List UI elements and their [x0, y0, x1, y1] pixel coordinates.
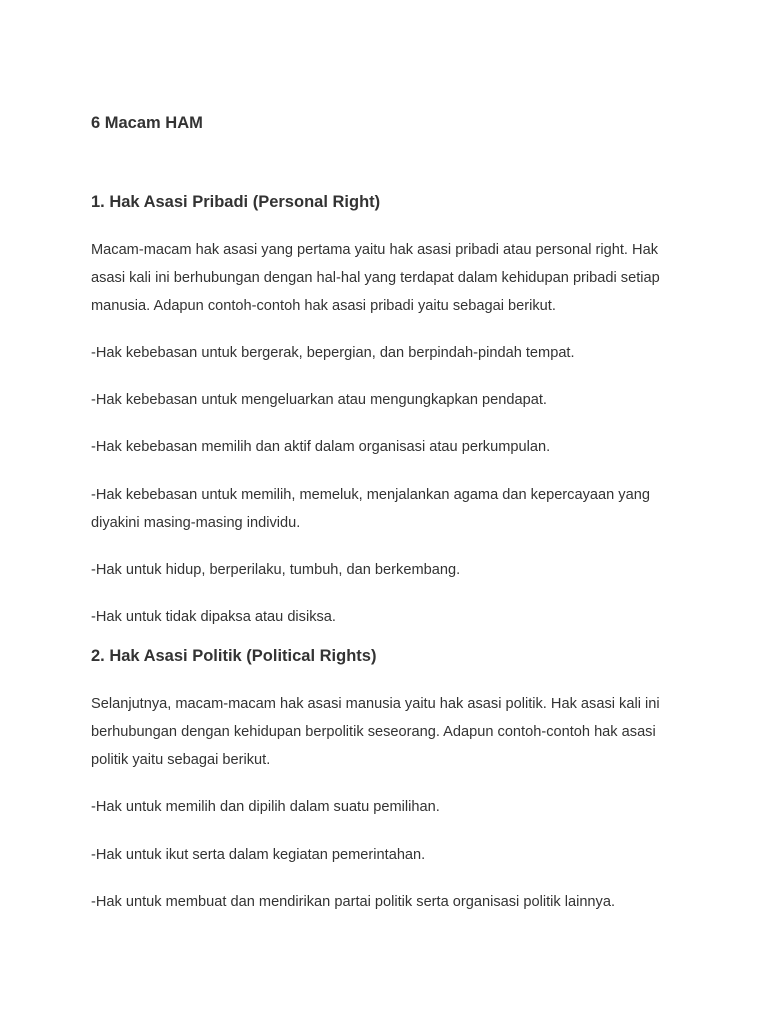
list-item: -Hak kebebasan untuk bergerak, bepergian, dan berpindah-pindah tempat. [91, 345, 575, 361]
list-item: -Hak kebebasan untuk memilih, memeluk, menjalankan agama dan kepercayaan yang diyakini masing-masing individu. [91, 487, 650, 531]
list-item: -Hak kebebasan untuk mengeluarkan atau mengungkapkan pendapat. [91, 392, 547, 408]
section-heading-political-rights: 2. Hak Asasi Politik (Political Rights) [91, 647, 377, 665]
list-item: -Hak untuk ikut serta dalam kegiatan pemerintahan. [91, 847, 426, 863]
section-heading-personal-right: 1. Hak Asasi Pribadi (Personal Right) [91, 193, 381, 211]
list-item: -Hak kebebasan memilih dan aktif dalam organisasi atau perkumpulan. [91, 439, 551, 455]
document-title: 6 Macam HAM [91, 114, 203, 132]
list-item: -Hak untuk memilih dan dipilih dalam suatu pemilihan. [91, 799, 440, 815]
list-item: -Hak untuk hidup, berperilaku, tumbuh, dan berkembang. [91, 562, 461, 578]
section-intro-personal-right: Macam-macam hak asasi yang pertama yaitu hak asasi pribadi atau personal right. Hak asasi kali ini berhubungan dengan hal-hal yang terdapat dalam kehidupan pribadi setiap manusia. Adapun contoh-contoh hak asasi pribadi yaitu sebagai berikut. [91, 242, 660, 314]
section-intro-political-rights: Selanjutnya, macam-macam hak asasi manusia yaitu hak asasi politik. Hak asasi kali ini berhubungan dengan kehidupan berpolitik seseorang. Adapun contoh-contoh hak asasi politik yaitu sebagai berikut. [91, 696, 660, 768]
list-item: -Hak untuk membuat dan mendirikan partai politik serta organisasi politik lainnya. [91, 894, 616, 910]
list-item: -Hak untuk tidak dipaksa atau disiksa. [91, 609, 336, 625]
